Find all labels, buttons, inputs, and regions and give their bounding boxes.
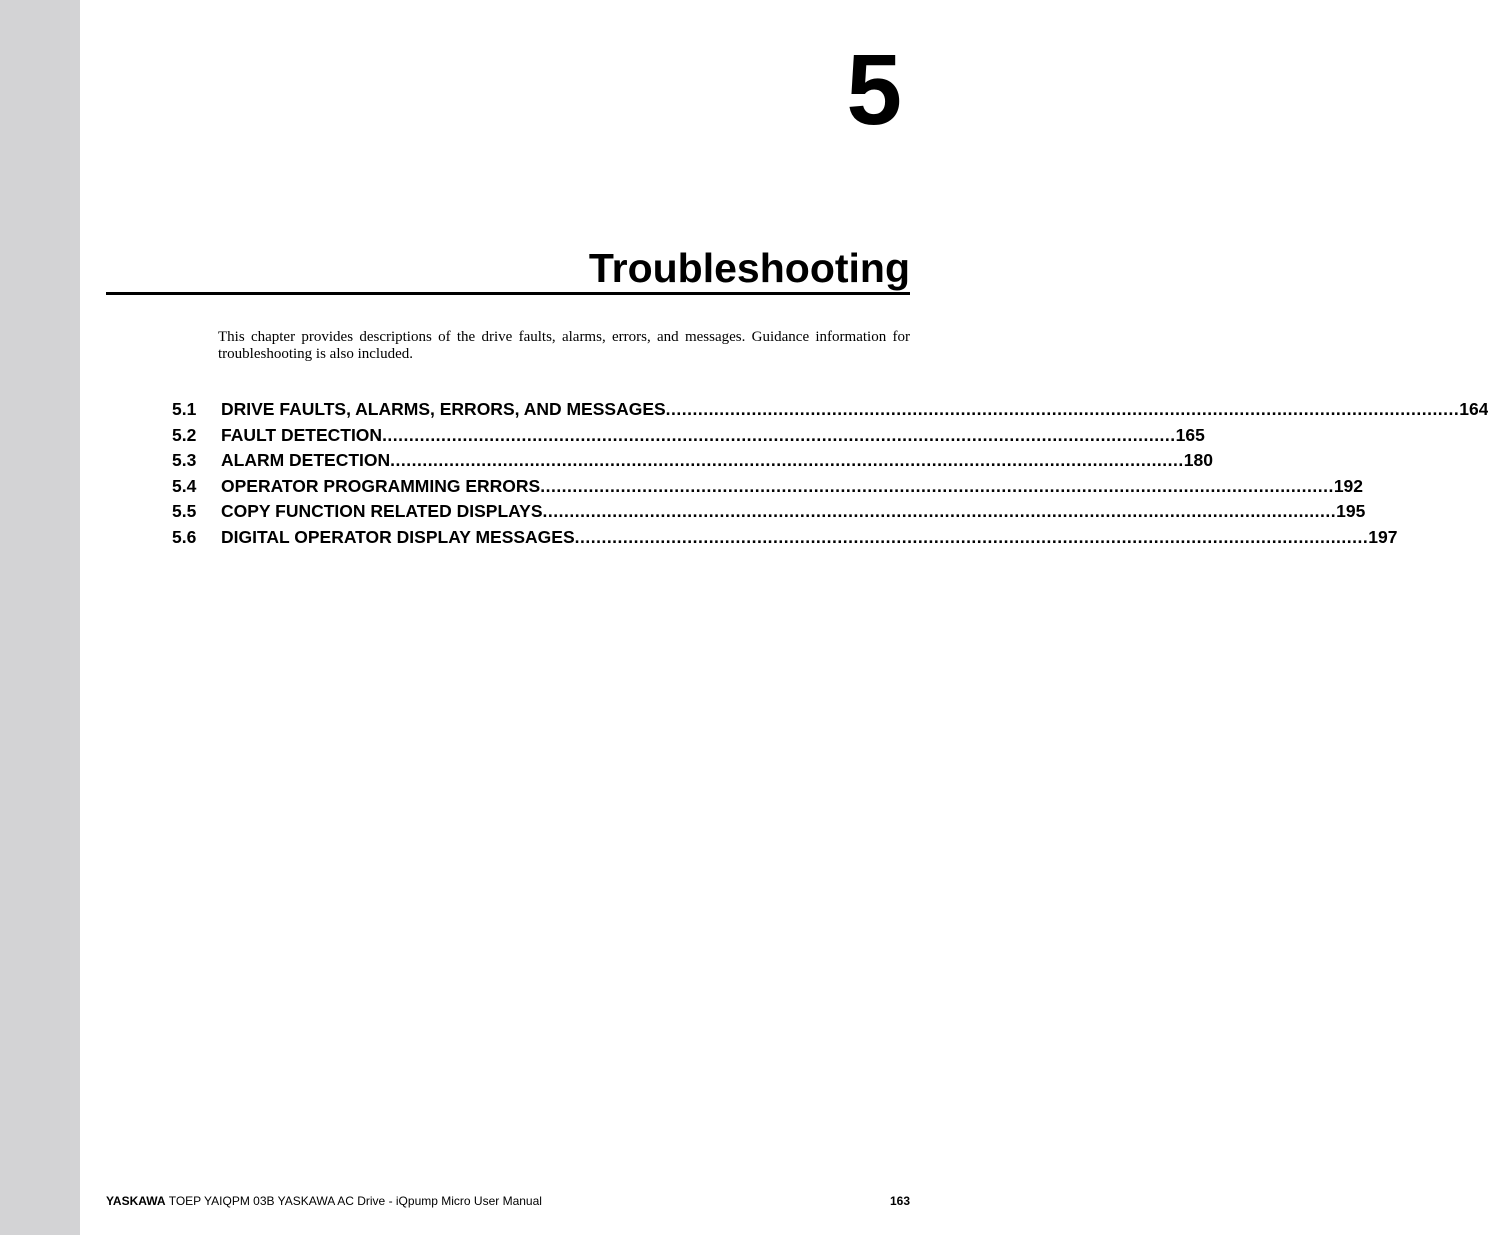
footer-page-number: 163 bbox=[889, 1194, 910, 1208]
footer-document-title bbox=[106, 1194, 542, 1208]
page-footer bbox=[106, 1194, 910, 1208]
toc-page: 192 bbox=[1333, 475, 1364, 496]
chapter-intro: This chapter provides descriptions of the drive faults, alarms, errors, and messages. Guidance information for troubleshooting is also included. bbox=[218, 329, 910, 362]
table-of-contents bbox=[172, 397, 1488, 551]
toc-title: COPY FUNCTION RELATED DISPLAYS bbox=[221, 501, 543, 522]
toc-entry[interactable] bbox=[172, 397, 1488, 423]
toc-page: 165 bbox=[1175, 424, 1205, 445]
toc-page: 180 bbox=[1183, 450, 1213, 471]
chapter-number: 5 bbox=[846, 34, 902, 146]
toc-number: 5.2 bbox=[172, 424, 197, 445]
toc-title: ALARM DETECTION bbox=[221, 450, 391, 471]
toc-entry[interactable] bbox=[172, 448, 1213, 474]
toc-page: 195 bbox=[1336, 501, 1366, 522]
toc-leader: .................................................................................................................................................... bbox=[540, 475, 1334, 496]
toc-number: 5.4 bbox=[172, 475, 197, 496]
toc-entry[interactable] bbox=[172, 525, 1398, 551]
toc-page: 197 bbox=[1368, 526, 1398, 547]
toc-entry[interactable] bbox=[172, 474, 1364, 500]
toc-number: 5.6 bbox=[172, 526, 197, 547]
chapter-title: Troubleshooting bbox=[588, 245, 910, 291]
toc-title: DIGITAL OPERATOR DISPLAY MESSAGES bbox=[221, 526, 575, 547]
toc-number: 5.5 bbox=[172, 501, 197, 522]
toc-entry[interactable] bbox=[172, 423, 1205, 449]
toc-leader: .................................................................................................................................................... bbox=[665, 399, 1460, 419]
toc-title: DRIVE FAULTS, ALARMS, ERRORS, AND MESSAGES bbox=[221, 399, 666, 419]
toc-leader: .................................................................................................................................................... bbox=[382, 424, 1176, 445]
side-band bbox=[0, 0, 80, 1235]
footer-doc: TOEP YAIQPM 03B YASKAWA AC Drive - iQpump Micro User Manual bbox=[168, 1194, 542, 1208]
toc-entry[interactable] bbox=[172, 499, 1366, 525]
toc-number: 5.3 bbox=[172, 450, 197, 471]
toc-title: OPERATOR PROGRAMMING ERRORS bbox=[221, 475, 541, 496]
footer-brand: YASKAWA bbox=[106, 1194, 166, 1208]
toc-leader: .................................................................................................................................................... bbox=[390, 450, 1184, 471]
toc-leader: .................................................................................................................................................... bbox=[574, 526, 1369, 547]
toc-title: FAULT DETECTION bbox=[221, 424, 383, 445]
toc-leader: .................................................................................................................................................... bbox=[542, 501, 1337, 522]
toc-page: 164 bbox=[1459, 399, 1488, 419]
title-rule bbox=[106, 292, 910, 295]
toc-number: 5.1 bbox=[172, 399, 197, 419]
